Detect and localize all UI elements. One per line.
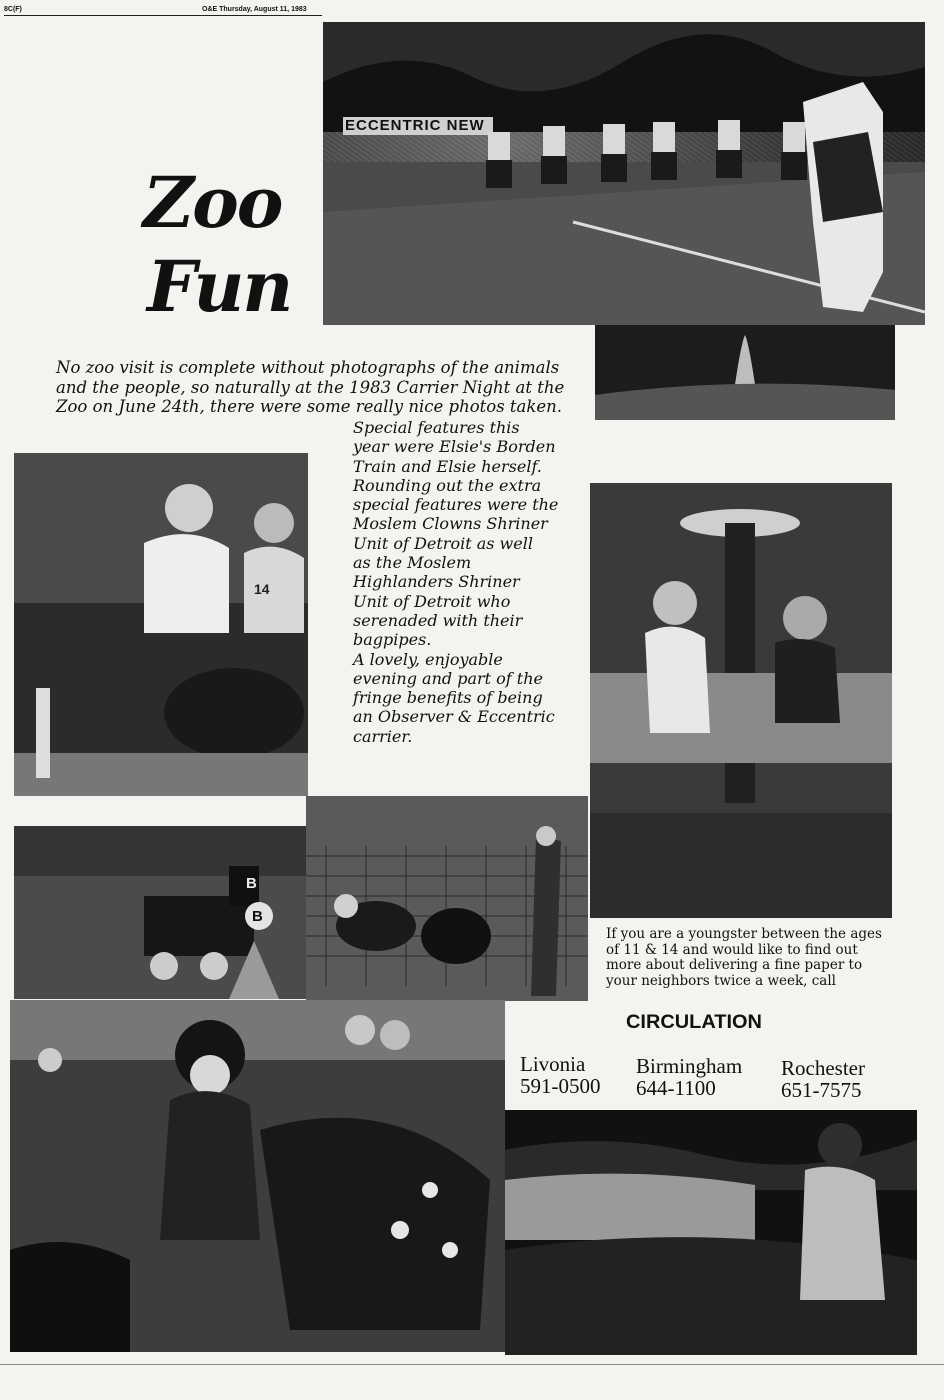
clowns-elephant-image bbox=[10, 1000, 505, 1352]
headline-line-1: Zoo bbox=[143, 161, 282, 244]
headline-line-2: Fun bbox=[147, 245, 292, 328]
office-birmingham bbox=[636, 1055, 742, 1099]
office-city: Livonia bbox=[520, 1052, 586, 1076]
office-phone: 591-0500 bbox=[520, 1074, 601, 1098]
banner-sign: ECCENTRIC NEW bbox=[345, 117, 485, 134]
column-line: year were Elsie's Borden bbox=[353, 437, 556, 457]
kids-fountain-image bbox=[590, 483, 892, 918]
recruit-paragraph bbox=[606, 927, 882, 989]
office-phone: 644-1100 bbox=[636, 1076, 716, 1100]
intro-line: and the people, so naturally at the 1983 Carrier Night at the bbox=[56, 377, 565, 397]
recruit-line: more about delivering a fine paper to bbox=[606, 957, 863, 974]
photo-bagpipe-band bbox=[323, 22, 925, 325]
column-line: serenaded with their bbox=[353, 610, 523, 630]
photo-boys-zoo bbox=[14, 453, 308, 796]
recruit-line: your neighbors twice a week, call bbox=[606, 972, 836, 989]
column-line: Train and Elsie herself. bbox=[353, 456, 542, 476]
column-line: Moslem Clowns Shriner bbox=[353, 514, 548, 534]
column-line: Special features this bbox=[353, 418, 520, 437]
column-line: Highlanders Shriner bbox=[353, 572, 520, 592]
train-letter-top: B bbox=[246, 875, 257, 892]
column-line: special features were the bbox=[353, 495, 559, 515]
office-city: Birmingham bbox=[636, 1054, 743, 1078]
recruit-line: of 11 & 14 and would like to find out bbox=[606, 941, 858, 958]
page-number: 8C(F) bbox=[4, 6, 22, 13]
boys-zoo-image bbox=[14, 453, 308, 796]
story-column bbox=[353, 418, 558, 746]
column-line: Unit of Detroit who bbox=[353, 591, 511, 611]
column-line: evening and part of the bbox=[353, 668, 543, 688]
column-line: bagpipes. bbox=[353, 630, 432, 650]
masthead-rule bbox=[4, 15, 322, 16]
recruit-line: If you are a youngster between the ages bbox=[606, 926, 882, 942]
office-livonia bbox=[520, 1053, 601, 1097]
column-line: as the Moslem bbox=[353, 553, 472, 573]
bottom-rule bbox=[0, 1364, 944, 1365]
column-line: an Observer & Eccentric bbox=[353, 707, 555, 727]
train-letter-badge: B bbox=[252, 908, 263, 925]
column-line: A lovely, enjoyable bbox=[353, 649, 503, 669]
intro-paragraph bbox=[56, 358, 564, 417]
photo-clowns-elephant bbox=[10, 1000, 505, 1352]
column-line: Unit of Detroit as well bbox=[353, 533, 533, 553]
photo-kids-fountain bbox=[590, 483, 892, 918]
office-rochester bbox=[781, 1057, 865, 1101]
dateline: O&E Thursday, August 11, 1983 bbox=[202, 6, 307, 13]
column-line: Rounding out the extra bbox=[353, 475, 542, 495]
intro-line: Zoo on June 24th, there were some really nice photos taken. bbox=[56, 397, 563, 416]
office-phone: 651-7575 bbox=[781, 1078, 862, 1102]
circulation-heading: CIRCULATION bbox=[626, 1012, 762, 1033]
photo-child-rocks bbox=[505, 1110, 917, 1355]
column-line: carrier. bbox=[353, 726, 413, 746]
shirt-number: 14 bbox=[254, 581, 270, 597]
fountain-spray-image bbox=[595, 325, 895, 420]
photo-goats-fence bbox=[306, 796, 588, 1001]
photo-fountain-spray bbox=[595, 325, 895, 420]
intro-line: No zoo visit is complete without photographs of the animals bbox=[56, 358, 560, 377]
photo-borden-train bbox=[14, 826, 306, 999]
goats-fence-image bbox=[306, 796, 588, 1001]
office-city: Rochester bbox=[781, 1056, 865, 1080]
child-rocks-image bbox=[505, 1110, 917, 1355]
bagpipe-band-image bbox=[323, 22, 925, 325]
column-line: fringe benefits of being bbox=[353, 688, 543, 708]
